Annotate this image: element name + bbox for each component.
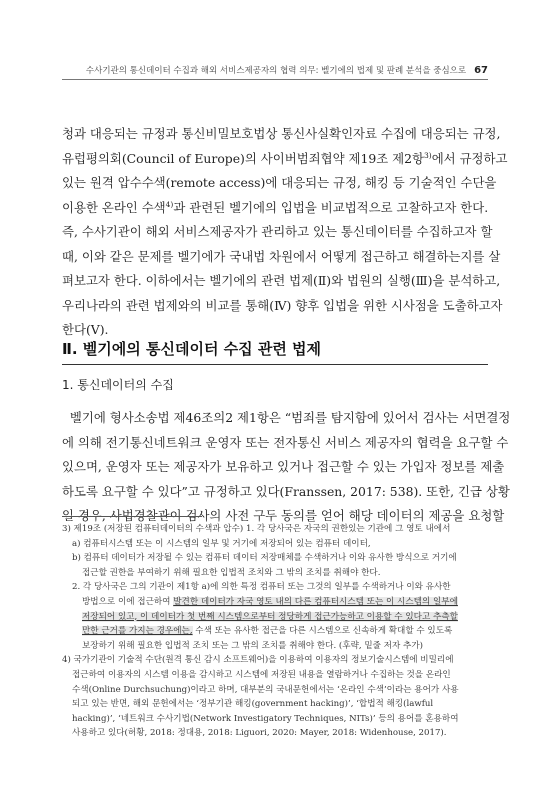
body-line: 이용한 온라인 수색$^{4)}$과 관련된 벨기에의 입법을 비교법적으로 고찰하고자 한다. <box>62 199 489 215</box>
footnote-line: 접근할 권한을 부여하기 위해 필요한 입법적 조치와 그 밖의 조치를 취해야 한다. <box>82 567 381 578</box>
body-line: 펴보고자 한다. 이하에서는 벨기에의 관련 법제(Ⅱ)와 법원의 실행(Ⅲ)을 분석하고, <box>62 273 501 288</box>
running-title: 수사기관의 통신데이터 수집과 해외 서비스제공자의 협력 의무: 벨기에의 법제 및 판례 분석을 중심으로 <box>85 66 467 76</box>
header-divider <box>62 79 488 80</box>
footnote-4: 4) 국가기관이 기술적 수단(원격 통신 감시 소프트웨어)을 이용하여 이용자의 정보기술시스템에 비밀리에 <box>62 655 454 666</box>
body-line: 때, 이와 같은 문제를 벨기에가 국내법 차원에서 어떻게 접근하고 해결하는지를 살 <box>62 248 501 264</box>
footnote-line <box>62 610 490 625</box>
footnote-3: 3) 제19조 (저장된 컴퓨터데이터의 수색과 압수) 1. 각 당사국은 자국의 권한있는 기관에 그 영토 내에서 <box>62 524 451 534</box>
footnote-line: hacking)’, ‘네트워크 수사기법(Network Investigatory Techniques, NITs)’ 등의 용어를 혼용하여 <box>72 713 459 724</box>
body-line: 벨기에 형사소송법 제46조의2 제1항은 “범죄를 탐지함에 있어서 검사는 서면결정 <box>69 410 511 425</box>
footnote-line: a) 컴퓨터시스템 또는 이 시스템의 일부 및 거기에 저장되어 있는 컴퓨터 데이터, <box>72 538 371 549</box>
footnote-line: 보장하기 위해 필요한 입법적 조치 또는 그 밖의 조치를 취해야 한다. (후략, 밑줄 저자 추가) <box>82 640 423 651</box>
footnote-line: 접근하여 이용자의 시스템 이용을 감시하고 시스템에 저장된 내용을 열람하거나 수집하는 것을 온라인 <box>72 669 451 680</box>
body-line: 있으며, 운영자 또는 제공자가 보유하고 있거나 접근할 수 있는 가입자 정보를 제출 <box>62 459 505 474</box>
subsection-heading: 1. 통신데이터의 수집 <box>62 378 174 392</box>
body-line: 유럽평의회(Council of Europe)의 사이버범죄협약 제19조 제2항$^{3)}$에서 규정하고 <box>62 150 508 166</box>
footnote-ref-4[interactable]: 4) <box>165 199 174 209</box>
footnote-divider <box>62 516 202 517</box>
body-line: 에 의해 전기통신네트워크 운영자 또는 전자통신 서비스 제공자의 협력을 요구할 수 <box>62 434 509 450</box>
body-line: 일 경우, 사법경찰관이 검사의 사전 구두 동의를 얻어 해당 데이터의 제공을 요청할 <box>62 508 505 523</box>
body-line: 하도록 요구할 수 있다”고 규정하고 있다(Franssen, 2017: 538). 또한, 긴급 상황 <box>62 483 510 499</box>
footnote-line: 2. 각 당사국은 그의 기관이 제1항 a)에 의한 특정 컴퓨터 또는 그것의 일부를 수색하거나 이와 유사한 <box>72 582 451 593</box>
body-line: 있는 원격 압수수색(remote access)에 대응되는 규정, 해킹 등 기술적인 수단을 <box>62 175 497 190</box>
section-heading: Ⅱ. 벨기에의 통신데이터 수집 관련 법제 <box>62 340 322 358</box>
body-line: 한다(Ⅴ). <box>62 322 109 337</box>
body-line: 즉, 수사기관이 해외 서비스제공자가 관리하고 있는 통신데이터를 수집하고자 할 <box>62 224 493 239</box>
footnote-ref-3[interactable]: 3) <box>423 150 432 160</box>
footnote-line: 방법으로 이에 접근하여 발견한 데이터가 자국 영토 내의 다른 컴퓨터시스템 또는 이 시스템의 일부에 <box>82 596 458 607</box>
footnote-line: b) 컴퓨터 데이터가 저장될 수 있는 컴퓨터 데이터 저장매체를 수색하거나 이와 유사한 방식으로 거기에 <box>72 553 457 564</box>
body-line: 우리나라의 관련 법제와의 비교를 통해(Ⅳ) 향후 입법을 위한 시사점을 도출하고자 <box>62 297 503 313</box>
underlined-text: 저장되어 있고, 이 데이터가 첫 번째 시스템으로부터 정당하게 접근가능하고 이용할 수 있다고 추측할 <box>82 611 458 622</box>
footnote-line: 사용하고 있다(허황, 2018: 정대용, 2018: Liguori, 2020: Mayer, 2018: Widenhouse, 2017). <box>72 728 447 739</box>
section-divider <box>62 364 488 365</box>
underlined-text: 발견한 데이터가 자국 영토 내의 다른 컴퓨터시스템 또는 이 시스템의 일부에 <box>173 596 458 607</box>
footnotes <box>62 522 490 741</box>
footnote-line: 만한 근거를 가지는 경우에는, 수색 또는 유사한 접근을 다른 시스템으로 신속하게 확대할 수 있도록 <box>82 626 453 637</box>
body-line: 청과 대응되는 규정과 통신비밀보호법상 통신사실확인자료 수집에 대응되는 규정, <box>62 126 501 141</box>
page-number: 67 <box>474 65 488 76</box>
underlined-text: 만한 근거를 가지는 경우에는, <box>82 626 193 637</box>
running-header <box>62 56 488 76</box>
footnote-line: 수색(Online Durchsuchung)이라고 하며, 대부분의 국내문헌에서는 ‘온라인 수색’이라는 용어가 사용 <box>72 684 459 695</box>
section-paragraph <box>62 406 511 529</box>
intro-paragraph <box>62 122 508 343</box>
footnote-line: 되고 있는 반면, 해외 문헌에서는 ‘정부기관 해킹(government hacking)’, ‘합법적 해킹(lawful <box>72 699 434 710</box>
